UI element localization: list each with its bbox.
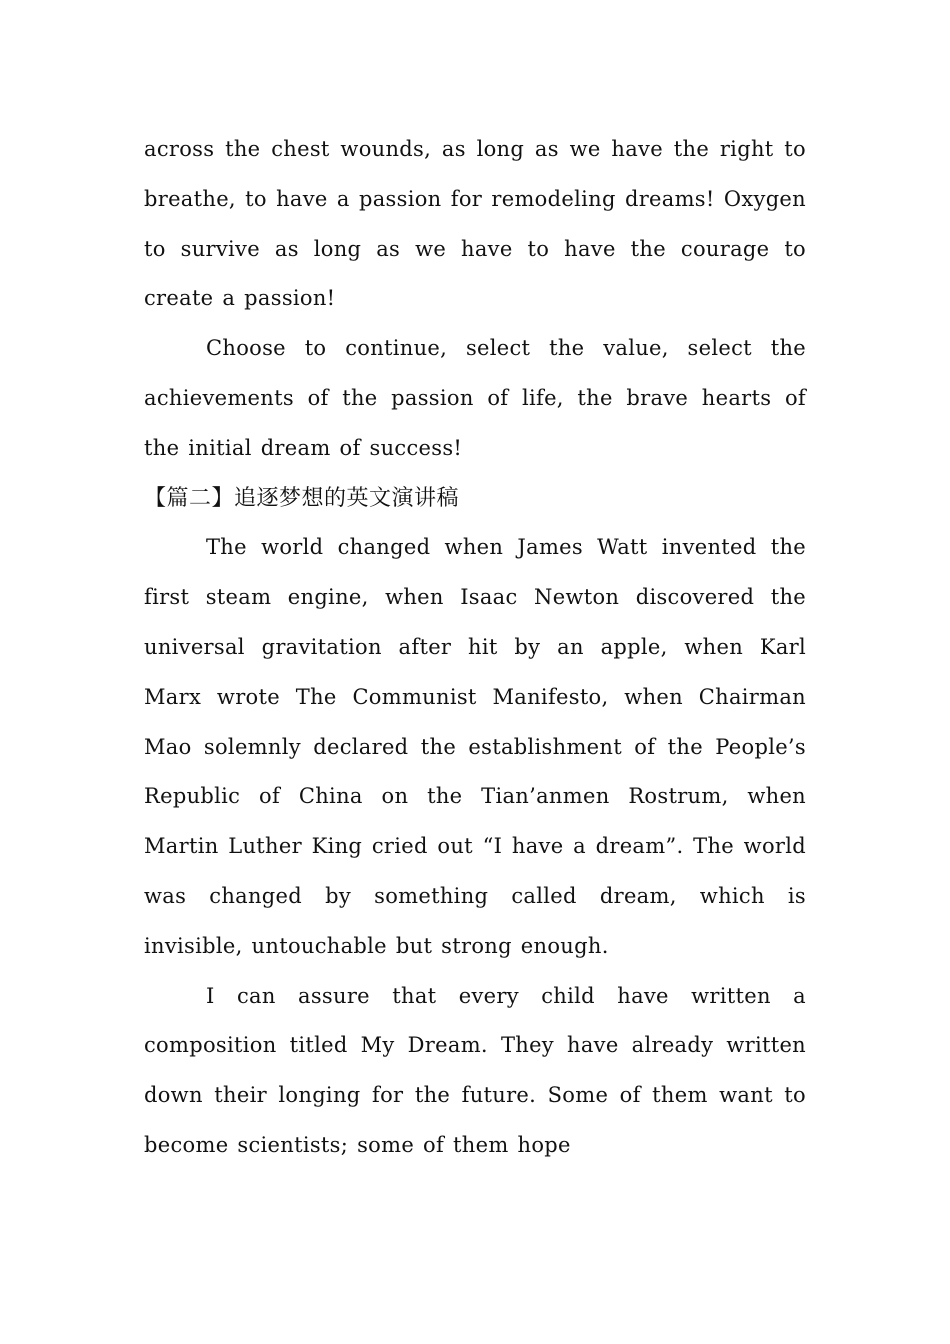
paragraph-every-child: I can assure that every child have written a composition titled My Dream. They have already written down their longing for the future. Some of them want to become scientists; some of them hope (144, 983, 806, 1157)
section-heading: 【篇二】追逐梦想的英文演讲稿 (144, 485, 460, 511)
paragraph-world-changed: The world changed when James Watt invented the first steam engine, when Isaac Newton discovered the universal gravitation after hit by an apple, when Karl Marx wrote The Communist Manifesto, when Chairman Mao solemnly declared the establishment of the People’s Republic of China on the Tian’anmen Rostrum, when Martin Luther King cried out “I have a dream”. The world was changed by something called dream, which is invisible, untouchable but strong enough. (144, 535, 806, 958)
paragraph-choose: Choose to continue, select the value, select the achievements of the passion of life, the brave hearts of the initial dream of success! (144, 336, 806, 460)
document-body (144, 125, 806, 1171)
paragraph-continuation: across the chest wounds, as long as we have the right to breathe, to have a passion for remodeling dreams! Oxygen to survive as long as we have to have the courage to create a passion! (144, 137, 806, 311)
